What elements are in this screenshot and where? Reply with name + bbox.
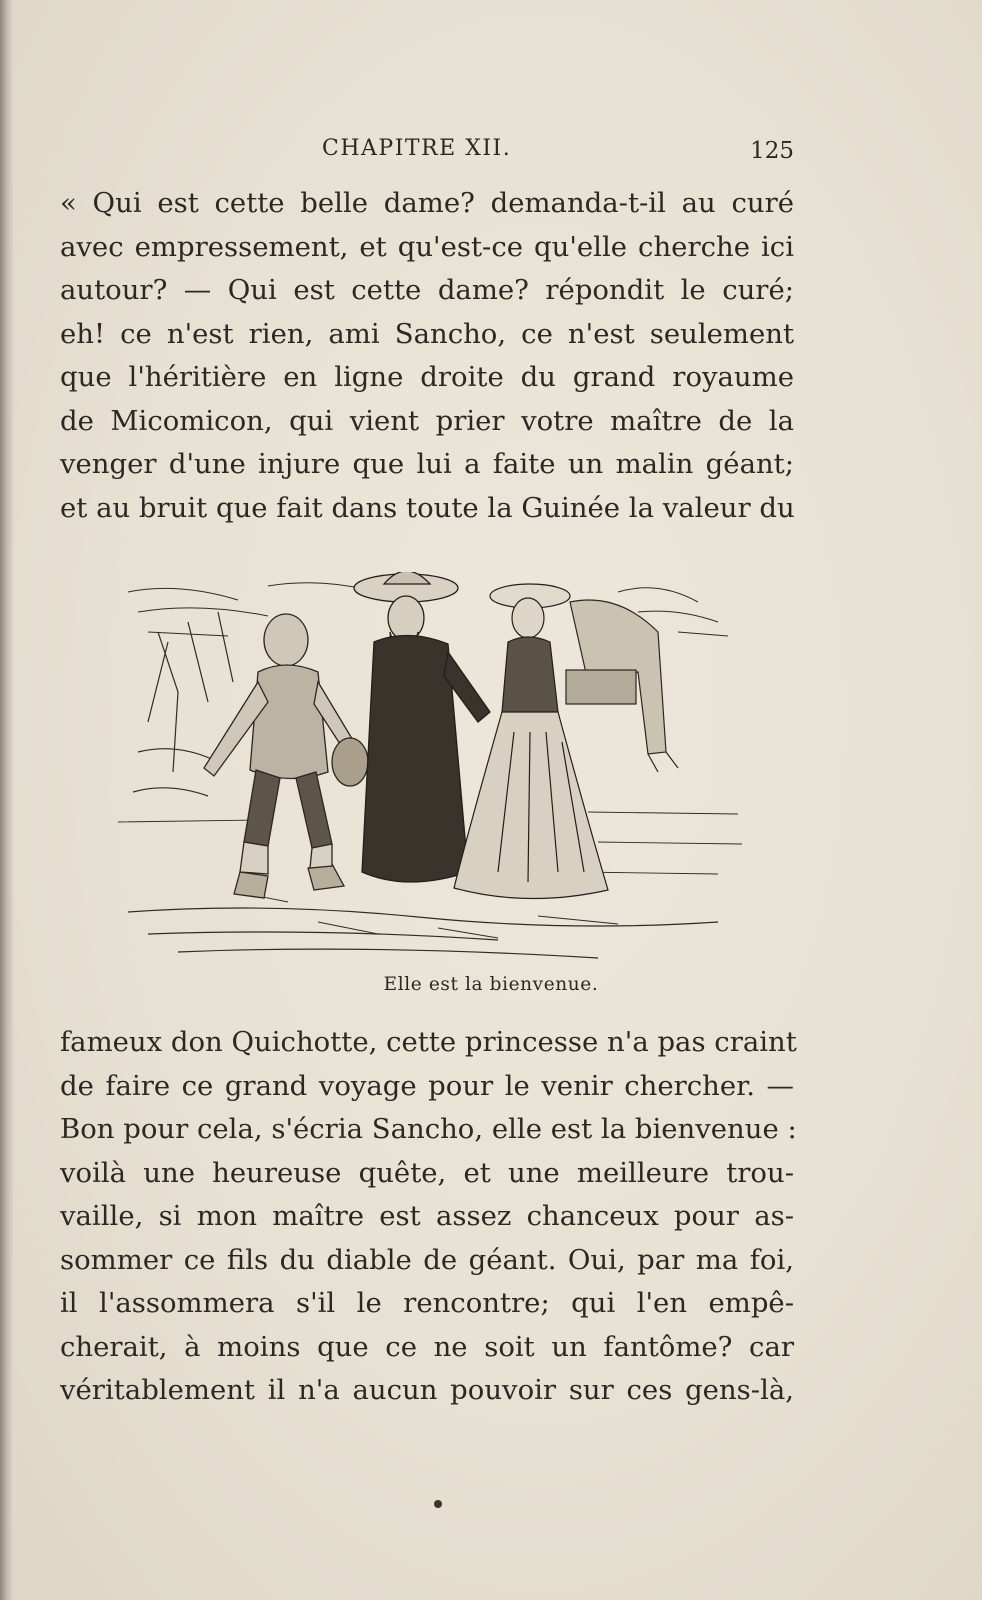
text-line: Bon pour cela, s'écria Sancho, elle est la bienvenue :: [60, 1113, 797, 1145]
illustration-caption: Elle est la bienvenue.: [383, 974, 599, 995]
text-line: de faire ce grand voyage pour le venir chercher. —: [60, 1069, 794, 1102]
page-ornament-dot: [434, 1500, 442, 1508]
text-line: « Qui est cette belle dame? demanda-t-il au curé: [60, 187, 794, 219]
text-line: de Micomicon, qui vient prier votre maître de la: [60, 404, 794, 437]
text-line: et au bruit que fait dans toute la Guinée la valeur du: [60, 491, 795, 524]
text-line: eh! ce n'est rien, ami Sancho, ce n'est seulement: [60, 317, 794, 350]
text-block-top: [60, 182, 794, 530]
text-line: que l'héritière en ligne droite du grand royaume: [60, 361, 794, 393]
text-line: vaille, si mon maître est assez chanceux pour as-: [60, 1200, 794, 1232]
text-line: venger d'une injure que lui a faite un malin géant;: [60, 448, 794, 480]
page-number: 125: [750, 138, 794, 164]
running-head: CHAPITRE XII.: [322, 136, 512, 161]
text-line: véritablement il n'a aucun pouvoir sur ces gens-là,: [60, 1374, 794, 1406]
book-spine-edge: [0, 0, 14, 1600]
engraving-illustration: [118, 572, 742, 970]
text-line: il l'assommera s'il le rencontre; qui l'en empê-: [60, 1287, 794, 1319]
text-line: fameux don Quichotte, cette princesse n'a pas craint: [60, 1026, 797, 1058]
text-block-bottom: [60, 1021, 797, 1413]
text-line: sommer ce fils du diable de géant. Oui, par ma foi,: [60, 1243, 794, 1276]
page-header: [60, 136, 794, 170]
text-line: voilà une heureuse quête, et une meilleure trou-: [60, 1156, 794, 1189]
text-line: cherait, à moins que ce ne soit un fantôme? car: [60, 1330, 794, 1363]
text-line: autour? — Qui est cette dame? répondit le curé;: [60, 274, 794, 306]
text-line: avec empressement, et qu'est-ce qu'elle cherche ici: [60, 230, 794, 263]
